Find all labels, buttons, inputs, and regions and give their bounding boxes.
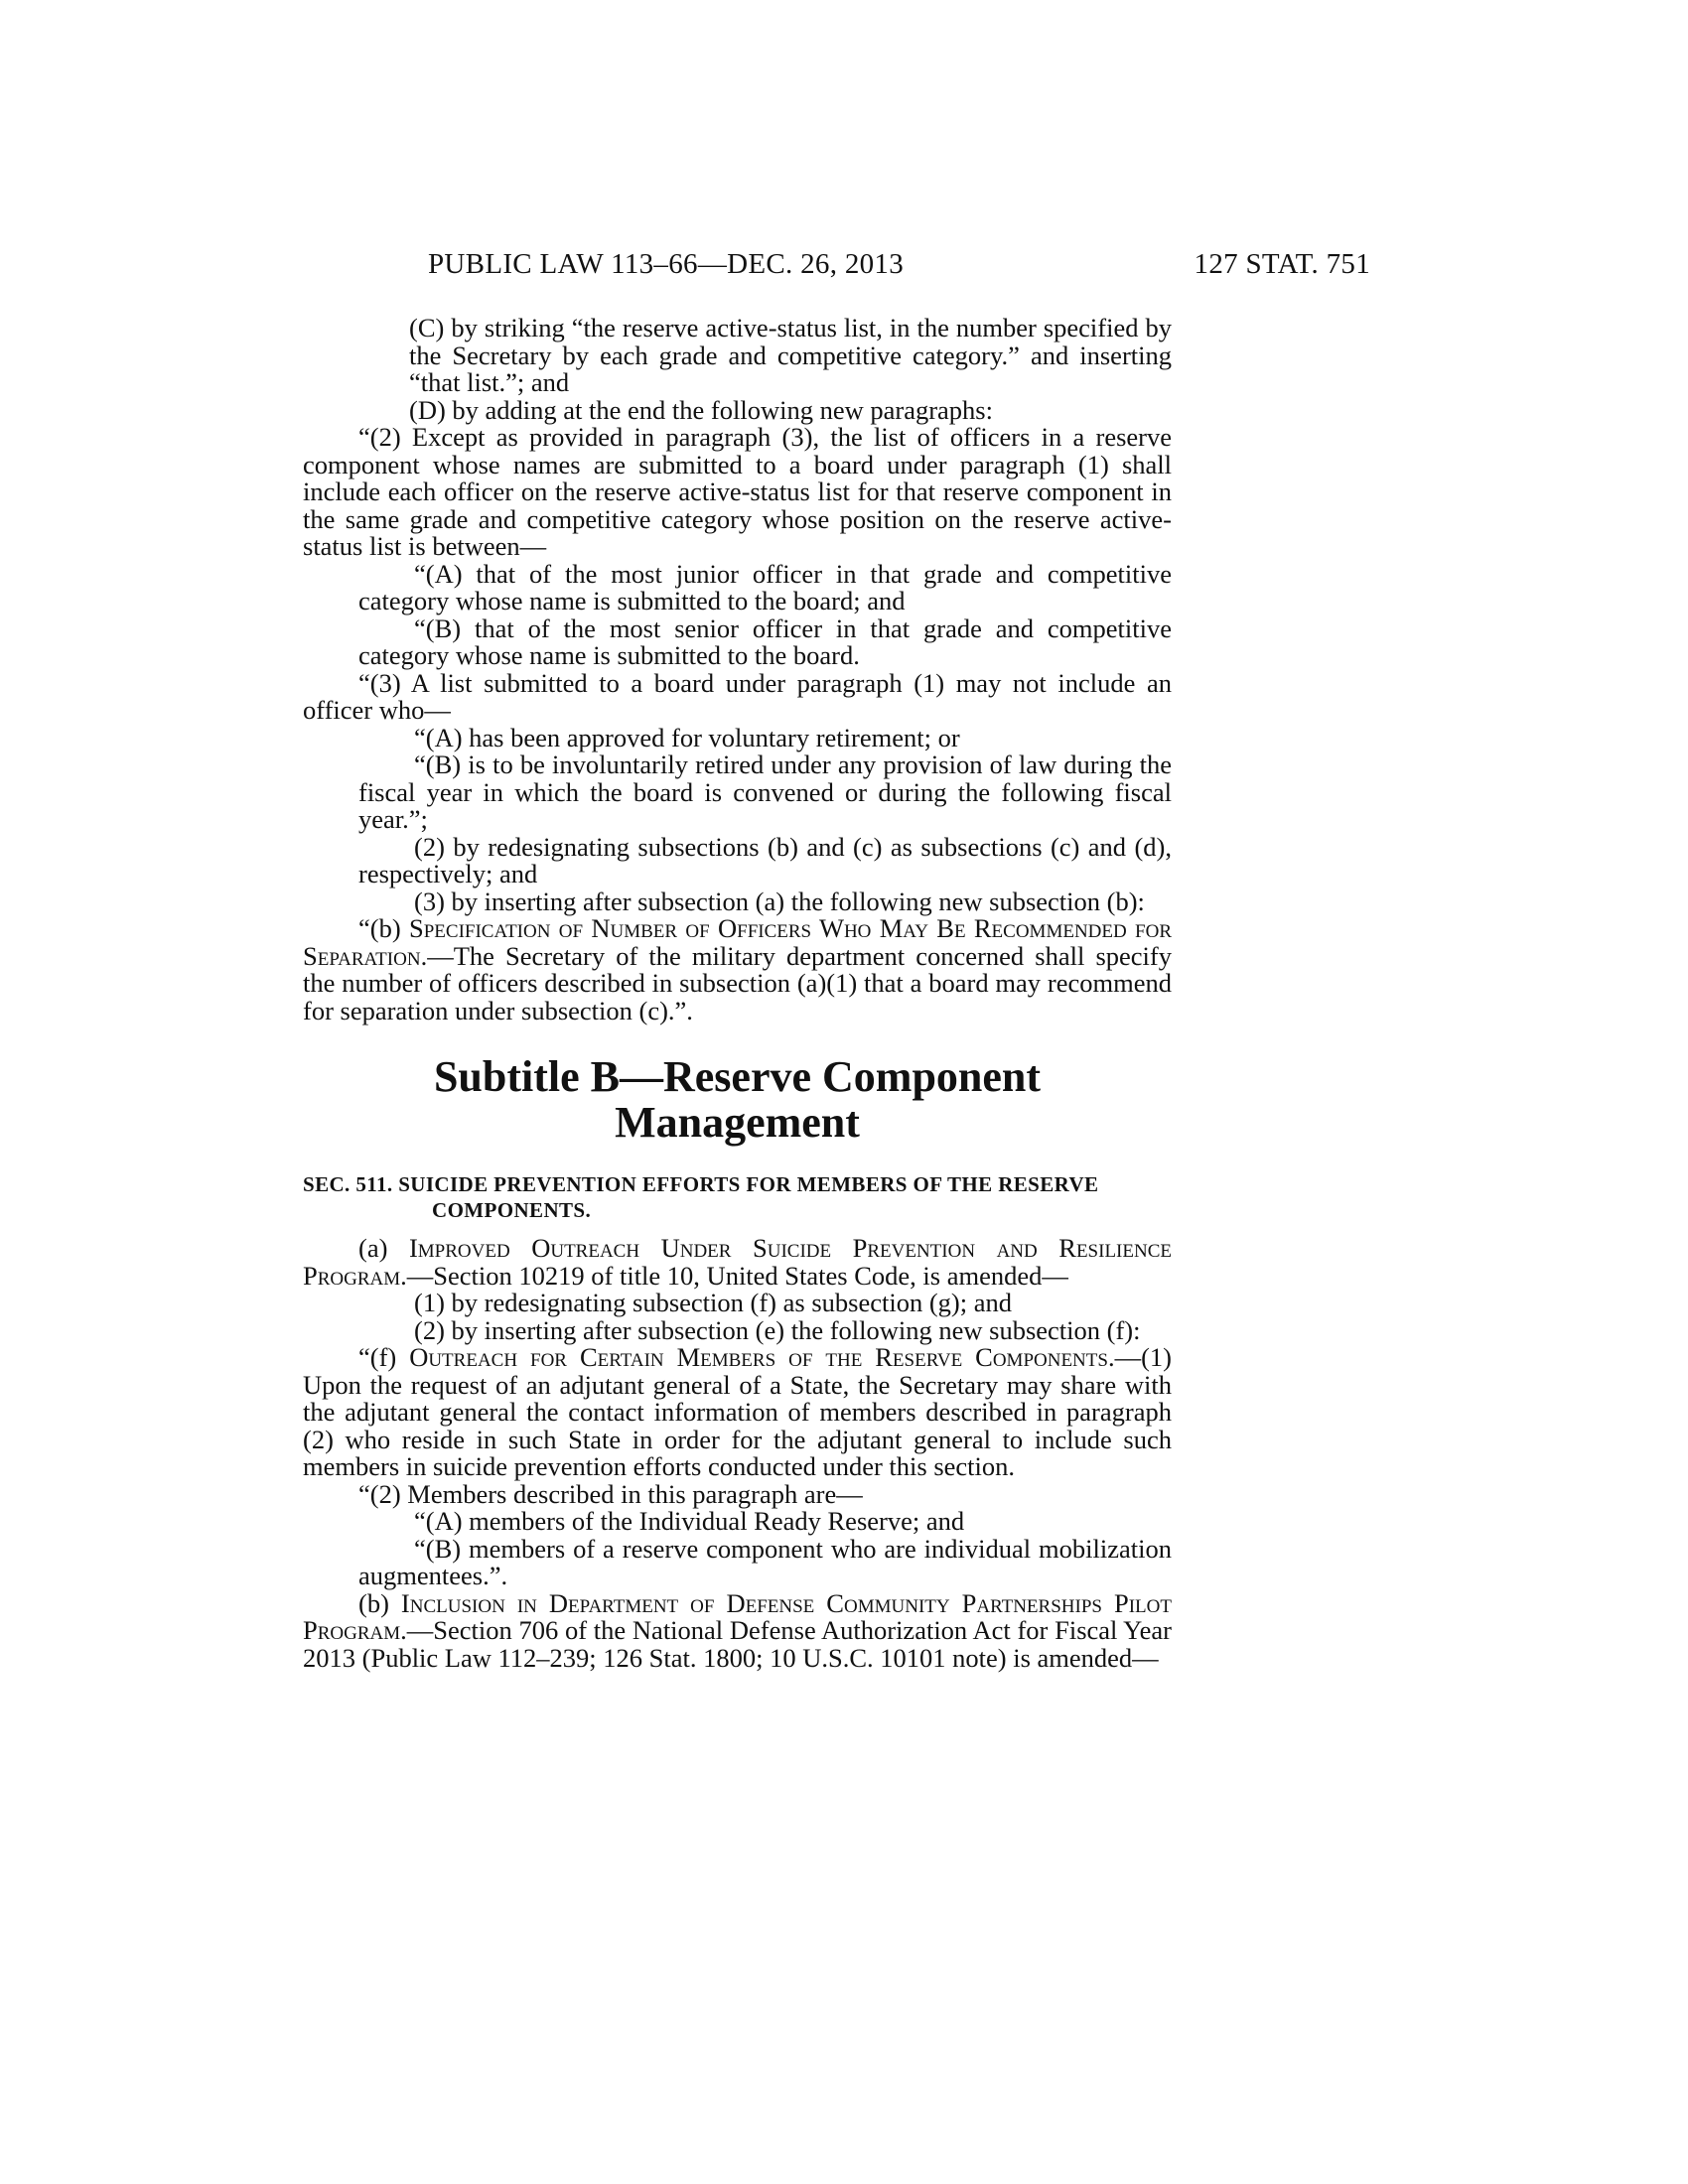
subsection-f — [303, 1344, 1172, 1481]
subsection-f-item-2: “(2) Members described in this paragraph are— — [358, 1478, 863, 1509]
subsection-f-heading: Outreach for Certain Members of the Reserve Components — [409, 1342, 1108, 1372]
subsection-a — [303, 1235, 1172, 1290]
subsection-b — [303, 915, 1172, 1024]
subsection-b-inclusion-label: (b) — [358, 1587, 401, 1618]
subsection-b-text: .—The Secretary of the military department concerned shall specify the number of officers described in subsection (a)(1) that a board may recommend for separation under subsection (c).”. — [303, 940, 1172, 1025]
clause-d: (D) by adding at the end the following new paragraphs: — [409, 394, 993, 425]
amendment-2: (2) by redesignating subsections (b) and (c) as subsections (c) and (d), respectively; and — [358, 831, 1172, 888]
subtitle-heading — [303, 1054, 1172, 1146]
header-title: PUBLIC LAW 113–66—DEC. 26, 2013 — [428, 248, 905, 280]
paragraph-3-b: “(B) is to be involuntarily retired under any provision of law during the fiscal year in which the board is convened or during the following fiscal year.”; — [358, 750, 1172, 834]
subsection-a-label: (a) — [358, 1233, 409, 1263]
subsection-a-text: .—Section 10219 of title 10, United States Code, is amended— — [400, 1260, 1068, 1291]
header-page-reference: 127 STAT. 751 — [1194, 248, 1370, 280]
paragraph-2-a: “(A) that of the most junior officer in that grade and competitive category whose name is submitted to the board; and — [358, 558, 1172, 615]
subsection-f-item-a: “(A) members of the Individual Ready Reserve; and — [414, 1506, 965, 1536]
subsection-a-item-1: (1) by redesignating subsection (f) as subsection (g); and — [414, 1288, 1012, 1317]
subtitle-line-1: Subtitle B—Reserve Component — [433, 1052, 1042, 1101]
subsection-b-inclusion-text: .—Section 706 of the National Defense Authorization Act for Fiscal Year 2013 (Public Law 112–239; 126 Stat. 1800; 10 U.S.C. 10101 note) is amended— — [303, 1615, 1172, 1673]
subsection-f-item-b: “(B) members of a reserve component who are individual mobilization augmentees.”. — [358, 1533, 1172, 1590]
paragraph-2-b: “(B) that of the most senior officer in that grade and competitive category whose name is submitted to the board. — [358, 613, 1172, 670]
subsection-b-prefix: “(b) — [358, 913, 409, 943]
subsection-b-heading: Specification of Number of Officers Who May Be Recommended for Separation — [303, 913, 1172, 971]
subsection-b-inclusion — [303, 1587, 1172, 1673]
paragraph-3-a: “(A) has been approved for voluntary retirement; or — [414, 722, 960, 752]
subtitle-line-2: Management — [615, 1098, 860, 1147]
paragraph-3: “(3) A list submitted to a board under paragraph (1) may not include an officer who— — [303, 667, 1172, 725]
subsection-f-text: .—(1) Upon the request of an adjutant general of a State, the Secretary may share with the adjutant general the contact information of members described in paragraph (2) who reside in such State in order for the adjutant general to include such members in suicide prevention efforts conducted under this section. — [303, 1342, 1172, 1481]
section-number: SEC. 511. — [303, 1172, 393, 1196]
paragraph-2: “(2) Except as provided in paragraph (3), the list of officers in a reserve component whose names are submitted to a board under paragraph (1) shall include each officer on the reserve active-status list for that reserve component in the same grade and competitive category whose position on the reserve active-status list is between— — [303, 422, 1172, 561]
amendment-3: (3) by inserting after subsection (a) the following new subsection (b): — [414, 886, 1145, 916]
subsection-a-item-2: (2) by inserting after subsection (e) the following new subsection (f): — [414, 1314, 1141, 1345]
subsection-a-heading: Improved Outreach Under Suicide Prevention and Resilience Program — [303, 1233, 1172, 1291]
subsection-b-inclusion-heading: Inclusion in Department of Defense Community Partnerships Pilot Program — [303, 1587, 1172, 1645]
clause-c: (C) by striking “the reserve active-status list, in the number specified by the Secretary by each grade and competitive category.” and inserting “that list.”; and — [409, 313, 1172, 397]
page-body — [303, 315, 1172, 1672]
running-header — [298, 248, 1370, 288]
section-heading — [303, 1171, 1172, 1223]
subsection-f-prefix: “(f) — [358, 1342, 410, 1372]
section-title: SUICIDE PREVENTION EFFORTS FOR MEMBERS OF THE RESERVE COMPONENTS. — [398, 1172, 1099, 1222]
